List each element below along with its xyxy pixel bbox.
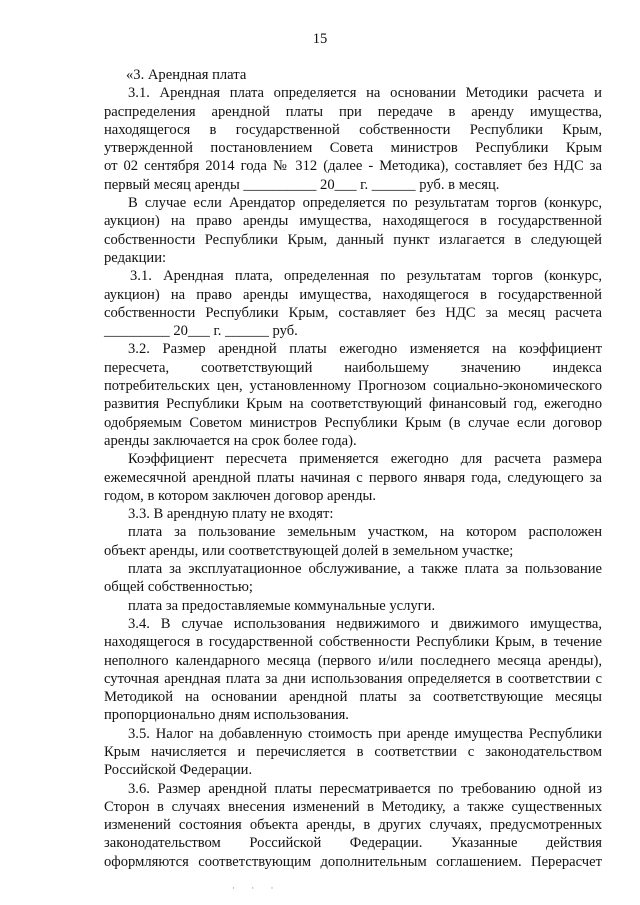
text-line: изменений состояния объекта аренды, в других случаях, предусмотренных [104,817,602,834]
text-line: объект аренды, или соответствующей долей в земельном участке; [104,542,514,559]
clause-3-2 [104,340,602,450]
document-body [104,66,602,871]
text-line: законодательством Российской Федерации. Указанные действия [104,835,602,852]
text-line: суточная арендная плата за дни использования определяется в соответствии с [104,670,602,687]
text-line: 3.1. Арендная плата определяется на основании Методики расчета и [128,85,602,102]
text-line: Сторон в случаях внесения изменений в Методику, а также существенных [104,798,602,815]
text-line: собственности Республики Крым, составляет без НДС за месяц расчета [104,304,602,321]
text-line: плата за пользование земельным участком, на котором расположен [128,524,602,541]
text-line: Коэффициент пересчета применяется ежегодно для расчета размера [128,451,602,468]
text-line: плата за эксплуатационное обслуживание, а также плата за пользование [128,561,602,578]
clause-3-3-item-land [104,523,602,560]
text-line: годом, в котором заключен договор аренды. [104,487,376,504]
text-line: редакции: [104,249,167,266]
text-line: распределения арендной платы при передаче в аренду имущества, [104,103,602,120]
clause-3-3-item-maintenance [104,560,602,597]
text-line: В случае если Арендатор определяется по результатам торгов (конкурс, [128,195,602,212]
text-line: находящегося в государственной собственности Республики Крым, в течение [104,634,602,651]
clause-3-1-tender-version [104,267,602,340]
scan-marks: · · · [232,883,281,893]
tender-paragraph [104,194,602,267]
text-line: от 02 сентября 2014 года № 312 (далее - Методика), составляет без НДС за [104,158,602,175]
text-line: потребительских цен, установленному Прогнозом социально-экономического [104,378,602,395]
text-line: 3.2. Размер арендной платы ежегодно изменяется на коэффициент [128,341,602,358]
text-line: аукцион) на право аренды имущества, находящегося в государственной [104,213,602,230]
text-line: утвержденной постановлением Совета министров Республики Крым [104,140,602,157]
text-line: общей собственностью; [104,579,253,596]
text-line: пропорционально дням использования. [104,707,349,724]
text-line: 3.1. Арендная плата, определенная по результатам торгов (конкурс, [130,268,602,285]
text-line: 3.6. Размер арендной платы пересматривается по требованию одной из [128,780,602,797]
text-line: неполного календарного месяца (первого и/или последнего месяца аренды), [104,652,602,669]
text-line: Российской Федерации. [104,762,253,779]
clause-3-3-title: 3.3. В арендную плату не входят: [128,506,334,523]
clause-3-3-item-utilities: плата за предоставляемые коммунальные услуги. [128,597,436,614]
text-line: одобряемым Советом министров Республики Крым (в случае если договор [104,414,602,431]
text-line: аренды заключается на срок более года). [104,432,357,449]
text-line: первый месяц аренды __________ 20___ г. ______ руб. в месяц. [104,176,500,193]
text-line: находящегося в государственной собственности Республики Крым, [104,121,602,138]
text-line: 3.4. В случае использования недвижимого и движимого имущества, [128,615,602,632]
text-line: 3.5. Налог на добавленную стоимость при аренде имущества Республики [128,725,602,742]
text-line: Методикой на основании арендной платы за соответствующие месяцы [104,689,602,706]
text-line: оформляются соответствующим дополнительным соглашением. Перерасчет [104,853,602,870]
clause-3-1 [104,84,602,194]
clause-3-6 [104,780,602,871]
clause-3-5 [104,725,602,780]
coefficient-paragraph [104,450,602,505]
section-title: «3. Арендная плата [126,67,247,83]
text-line: развития Республики Крым на соответствующий финансовый год, ежегодно [104,396,602,413]
text-line: ежемесячной арендной платы начиная с первого января года, следующего за [104,469,602,486]
text-line: _________ 20___ г. ______ руб. [104,323,298,340]
text-line: пересчета, соответствующий наибольшему значению индекса [104,359,602,376]
text-line: собственности Республики Крым, данный пункт излагается в следующей [104,231,602,248]
clause-3-4 [104,615,602,725]
page-number: 15 [312,31,328,47]
text-line: Крым начисляется и перечисляется в соответствии с законодательством [104,743,602,760]
text-line: аукцион) на право аренды имущества, находящегося в государственной [104,286,602,303]
